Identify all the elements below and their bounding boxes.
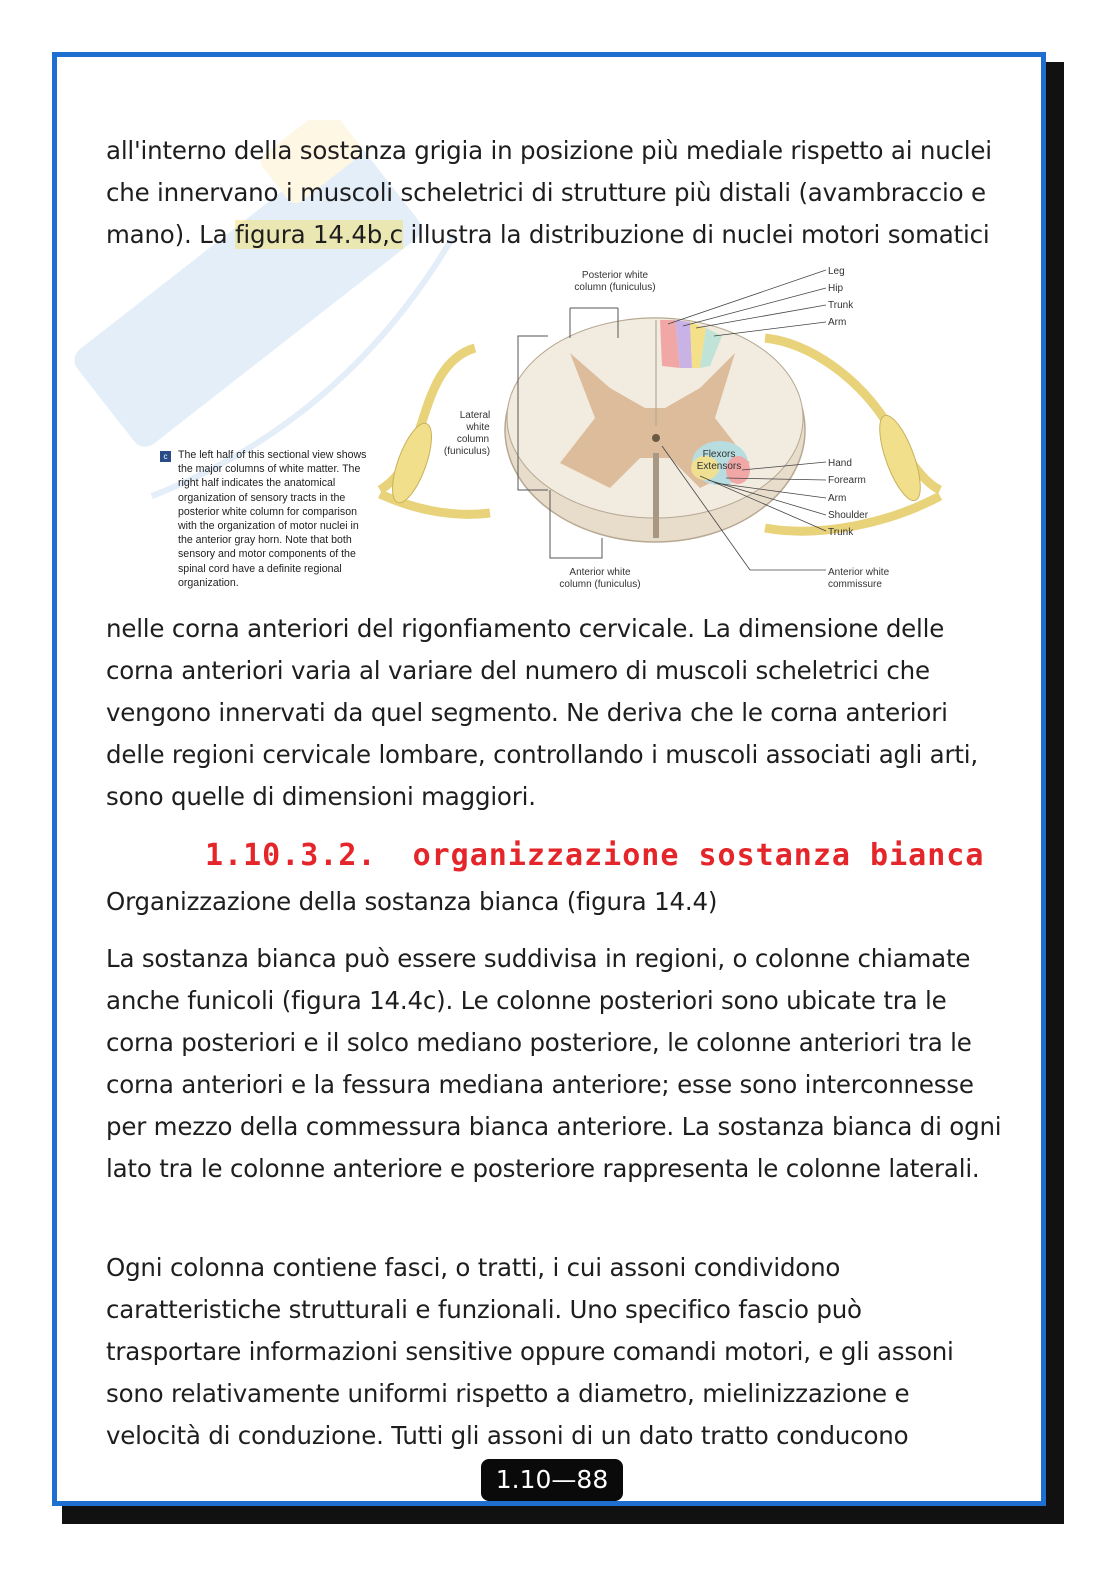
page-number: 1.10—88 <box>481 1459 623 1501</box>
caption-text: The left half of this sectional view shows the major columns of white matter. The right half indicates the anatomical organization of sensory tracts in the posterior white column for comparison with the organization of motor nuclei in the anterior gray horn. Note that both sensory and motor components of the spinal cord have a definite regional organization. <box>178 449 367 589</box>
svg-text:column (funiculus): column (funiculus) <box>574 282 656 293</box>
label-shoulder: Shoulder <box>828 510 869 521</box>
label-flexors: Flexors <box>702 449 736 460</box>
paragraph-anterior-horns: nelle corna anteriori del rigonfiamento cervicale. La dimensione delle corna anteriori varia al variare del numero di muscoli scheletrici che vengono innervati da quel segmento. Ne deriva che le corna anteriori delle regioni cervicale lombare, controllando i muscoli associati agli arti, sono quelle di dimensioni maggiori. <box>106 614 978 811</box>
svg-text:column: column <box>456 434 490 445</box>
label-arm: Arm <box>828 493 847 504</box>
label-hip: Hip <box>828 283 844 294</box>
figure-caption <box>160 448 368 590</box>
section-number: 1.10.3.2. <box>205 838 377 873</box>
svg-text:commissure: commissure <box>828 579 882 590</box>
label-extensors: Extensors <box>696 461 742 472</box>
label-hand: Hand <box>828 458 852 469</box>
svg-text:white: white <box>466 422 490 433</box>
figure-reference-highlight: figura 14.4b,c <box>234 220 403 249</box>
paragraph-tracts: Ogni colonna contiene fasci, o tratti, i cui assoni condividono caratteristiche strutturali e funzionali. Uno specifico fascio può trasportare informazioni sensitive oppure comandi motori, e gli assoni sono relativamente uniformi rispetto a diametro, mielinizzazione e velocità di conduzione. Tutti gli assoni di un dato tratto conducono <box>106 1253 954 1450</box>
section-title: organizzazione sostanza bianca <box>412 838 985 873</box>
intro-line-2: che innervano i muscoli scheletrici di strutture più distali (avambraccio e <box>106 178 986 207</box>
svg-text:(funiculus): (funiculus) <box>443 446 491 457</box>
label-forearm: Forearm <box>828 475 866 486</box>
label-trunk: Trunk <box>828 527 854 538</box>
subheading: Organizzazione della sostanza bianca (figura 14.4) <box>106 887 718 916</box>
label-posterior-white-column: Posterior white <box>581 270 649 281</box>
intro-line-3: mano). La figura 14.4b,c illustra la distribuzione di nuclei motori somatici <box>106 220 990 249</box>
label-lateral-white-column: Lateral <box>459 410 491 421</box>
paragraph-white-matter-columns: La sostanza bianca può essere suddivisa in regioni, o colonne chiamate anche funicoli (figura 14.4c). Le colonne posteriori sono ubicate tra le corna posteriori e il solco mediano posteriore, le colonne anteriori tra le corna anteriori e la fessura mediana anteriore; esse sono interconnesse per mezzo della commessura bianca anteriore. La sostanza bianca di ogni lato tra le colonne anteriore e posteriore rappresenta le colonne laterali. <box>106 944 1002 1183</box>
caption-panel-tag: c <box>160 451 171 462</box>
spinal-cord-diagram <box>370 258 950 598</box>
label-arm-top: Arm <box>828 317 847 328</box>
svg-text:column (funiculus): column (funiculus) <box>559 579 641 590</box>
intro-paragraph <box>106 130 1006 256</box>
intro-line-1: all'interno della sostanza grigia in posizione più mediale rispetto ai nuclei <box>106 136 992 165</box>
section-heading <box>205 838 984 873</box>
label-leg: Leg <box>828 266 845 277</box>
label-anterior-white-commissure: Anterior white <box>828 567 890 578</box>
label-anterior-white-column: Anterior white <box>569 567 631 578</box>
label-trunk-top: Trunk <box>828 300 854 311</box>
